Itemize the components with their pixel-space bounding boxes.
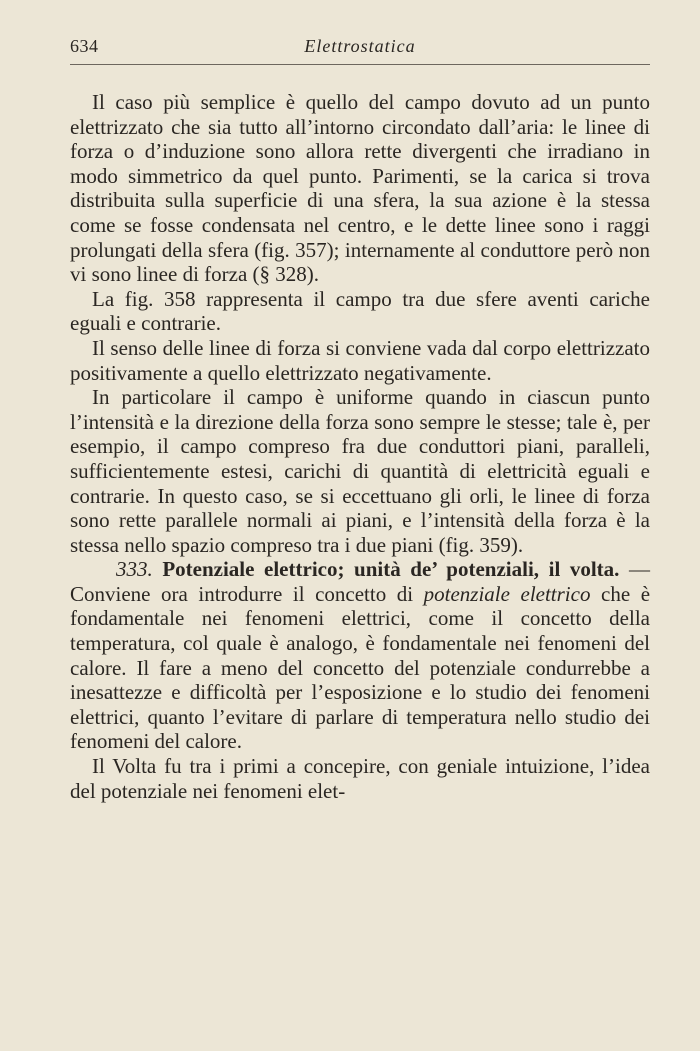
section-text: che è fondamentale nei fenomeni elettrici, come il concetto della temperatura, col quale è analogo, è fondamentale nei fenomeni del calore. Il fare a meno del concetto del potenziale condurrebbe a inesattezze e difficoltà per l’esposizione e lo studio dei fenomeni elettrici, quanto l’evitare di parlare di temperatura nello studio dei fenomeni del calore.: [70, 581, 651, 754]
paragraph-2: La fig. 358 rappresenta il campo tra due sfere aventi cariche eguali e contrarie.: [70, 286, 650, 336]
page-number: 634: [70, 36, 99, 56]
page-header: [70, 36, 650, 65]
paragraph-3: Il senso delle linee di forza si conviene vada dal corpo elettrizzato positivamente a quello elettrizzato negativamente.: [70, 335, 650, 385]
running-head: Elettrostatica: [304, 36, 416, 56]
paragraph-4: In particolare il campo è uniforme quando in ciascun punto l’intensità e la direzione della forza sono sempre le stesse; tale è, per esempio, il campo compreso fra due conduttori piani, paralleli, sufficientemente estesi, carichi di quantità di elettricità eguali e contrarie. In questo caso, se si eccettuano gli orli, le linee di forza sono rette parallele normali ai piani, e l’intensità della forza è la stessa nello spazio compreso tra i due piani (fig. 359).: [70, 385, 650, 557]
section-number: 333.: [116, 557, 153, 582]
section-title: Potenziale elettrico; unità de’ potenziali, il volta.: [162, 557, 620, 582]
last-paragraph: Il Volta fu tra i primi a concepire, con geniale intuizione, l’idea del potenziale nei fenomeni elet-: [70, 754, 650, 803]
section-emphasis: potenziale elettrico: [423, 581, 591, 606]
body-text: [70, 90, 650, 803]
section-intro: — Conviene ora introdurre il concetto di: [70, 557, 651, 606]
paragraph-1: Il caso più semplice è quello del campo dovuto ad un punto elettrizzato che sia tutto all’intorno circondato dall’aria: le linee di forza o d’induzione sono allora rette divergenti che irradiano in modo simmetrico da quel punto. Parimenti, se la carica si trova distribuita sulla superficie di una sfera, la sua azione è la stessa come se fosse condensata nel centro, e le dette linee sono i raggi prolungati della sfera (fig. 357); internamente al conduttore però non vi sono linee di forza (§ 328).: [70, 90, 650, 287]
section-paragraph: [70, 557, 650, 754]
